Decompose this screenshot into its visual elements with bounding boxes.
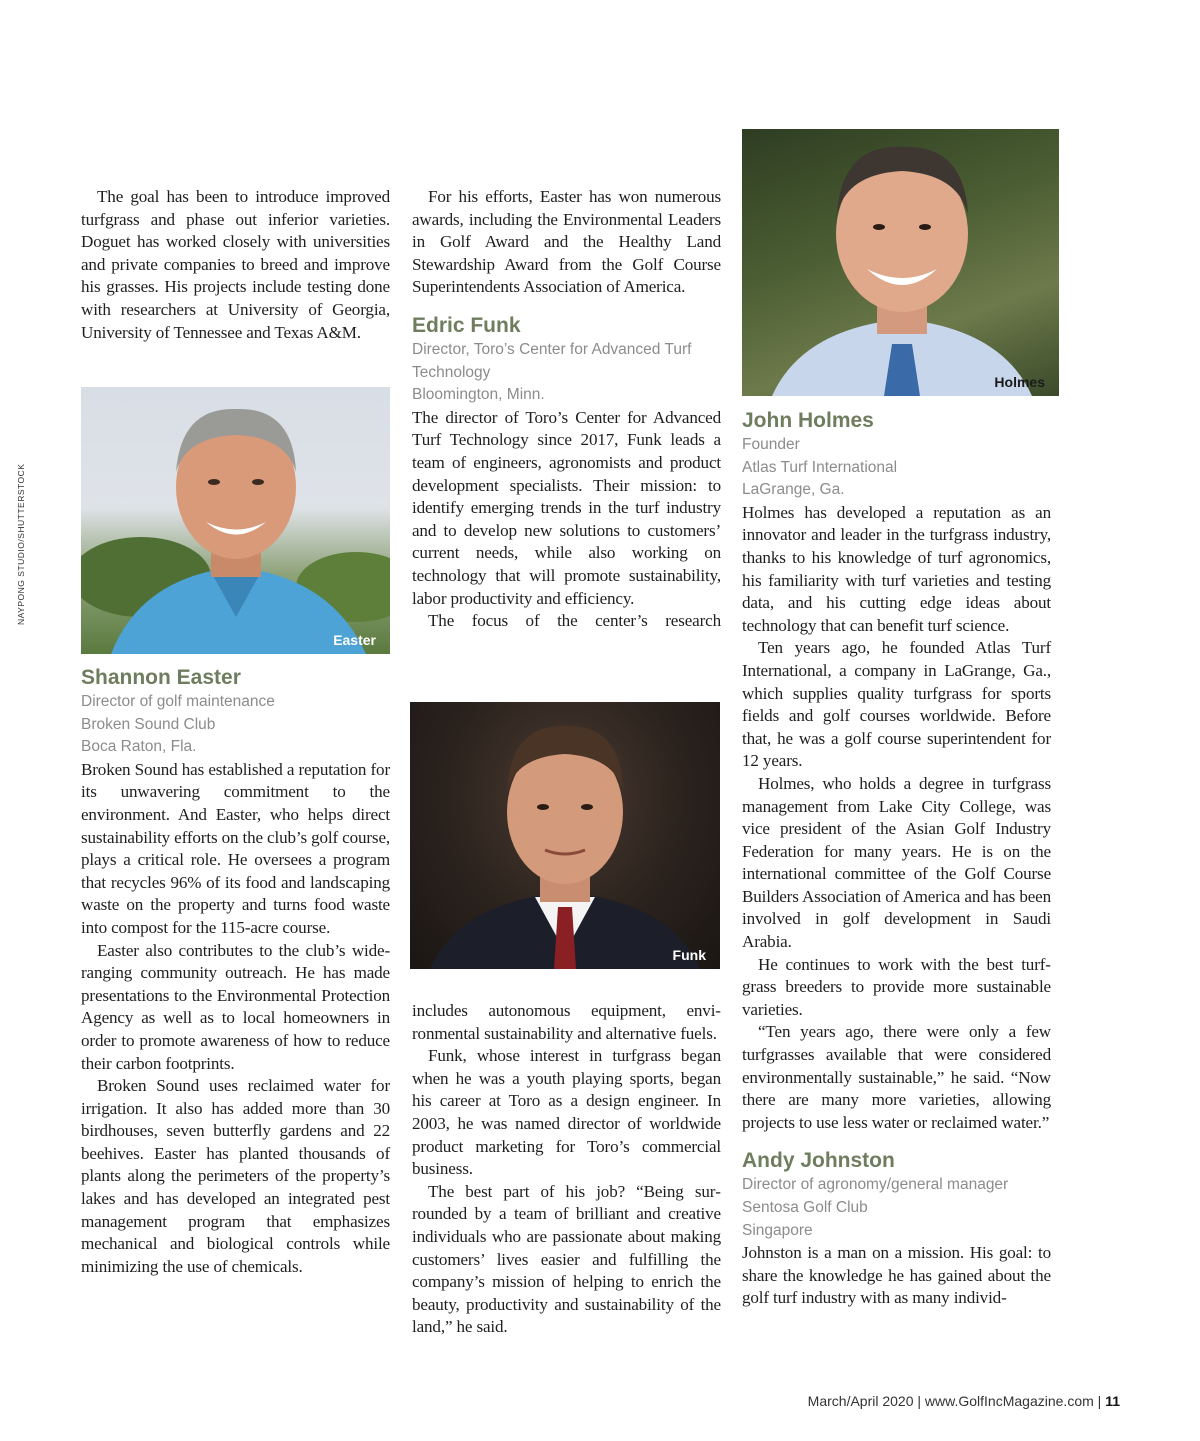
profile-title: Founder: [742, 436, 800, 453]
holmes-photo: [742, 129, 1059, 396]
profile-title: Director of golf maintenance: [81, 693, 275, 710]
profile-name: John Holmes: [742, 409, 874, 432]
footer-separator: |: [1097, 1393, 1102, 1409]
funk-photo-caption: Funk: [672, 947, 706, 963]
profile-location: LaGrange, Ga.: [742, 481, 845, 499]
profile-location: Boca Raton, Fla.: [81, 738, 197, 756]
holmes-portrait-illustration: [742, 129, 1059, 396]
easter-photo-caption: Easter: [333, 632, 376, 648]
website-link[interactable]: www.GolfIncMagazine.com: [924, 1393, 1094, 1409]
easter-profile: [81, 665, 390, 1278]
column-2-top: [412, 186, 721, 633]
body-paragraph: “Ten years ago, there were only a few turfgrasses available that were considered environmentally sustainable,” he said. “Now there are many more varieties, allowing projects to use less water or reclaimed water.”: [742, 1022, 1051, 1132]
body-paragraph: Broken Sound uses reclaimed water for irrigation. It also has added more than 30 birdhouses, seven butterfly gardens and 22 beehives. Easter has planted thousands of plants along the perimeters of the property’s lakes and has developed an integrated pest management program that emphasizes mechanical and biological controls while minimizing the use of chemicals.: [81, 1076, 390, 1276]
column-1: [81, 186, 390, 344]
body-paragraph: Holmes, who holds a degree in turfgrass management from Lake City College, was vice president of the Asian Golf Industry Federation for many years. He is on the international committee of the Golf Course Builders Association of America and has been involved in golf development in Saudi Arabia.: [742, 773, 1051, 952]
profile-location: Bloomington, Minn.: [412, 386, 545, 404]
intro-paragraph: For his efforts, Easter has won numerous awards, including the Environmental Leaders in Golf Award and the Healthy Land Stewardship Award from the Golf Course Superintendents Association of America.: [412, 187, 721, 297]
profile-name: Shannon Easter: [81, 666, 241, 689]
body-paragraph: Johnston is a man on a mission. His goal: to share the knowledge he has gained about the golf turf industry with as many individ-: [742, 1243, 1051, 1308]
body-paragraph: Ten years ago, he founded Atlas Turf International, a company in LaGrange, Ga., which supplies quality turfgrass for sports fields and golf courses worldwide. Before that, he was a golf course superintendent for 12 years.: [742, 638, 1051, 771]
body-paragraph: The director of Toro’s Center for Advanced Turf Technology since 2017, Funk leads a team of engineers, agronomists and product development specialists. Their mission: to identify emerging trends in the turf industry and to develop new solutions to customers’ current needs, while also working on technology that will promote sustainability, labor productivity and efficiency.: [412, 407, 721, 608]
body-paragraph: The focus of the center’s research: [428, 611, 721, 631]
profile-title: Director of agronomy/general manager: [742, 1176, 1009, 1194]
body-paragraph: Funk, whose interest in turfgrass began when he was a youth playing sports, began his career at Toro as a design engineer. In 2003, he was named director of worldwide product marketing for Toro’s commercial business.: [412, 1046, 721, 1179]
profile-name: Edric Funk: [412, 313, 521, 337]
profile-organization: Sentosa Golf Club: [742, 1199, 868, 1216]
body-paragraph: includes autonomous equipment, environmental sustainability and alternative fuels.: [412, 1001, 721, 1043]
page-number: 11: [1105, 1393, 1120, 1409]
profile-location: Singapore: [742, 1221, 813, 1239]
intro-paragraph: The goal has been to introduce improved turfgrass and phase out inferior varieties. Doguet has worked closely with universities and private companies to breed and improve his grasses. His projects include testing done with researchers at University of Georgia, University of Tennessee and Texas A&M.: [81, 187, 390, 342]
profile-organization: Broken Sound Club: [81, 715, 216, 733]
body-paragraph: Holmes has developed a reputation as an innovator and leader in the turfgrass industry, thanks to his knowledge of turf agronomics, his familiarity with turf varieties and testing data, and his cutting edge ideas about technology that can benefit turf science.: [742, 502, 1051, 635]
body-paragraph: The best part of his job? “Being surrounded by a team of brilliant and creative individuals who are passionate about making customers’ lives easier and fulfilling the company’s mission of helping to enrich the beauty, productivity and sustainability of the land,” he said.: [412, 1181, 721, 1337]
photo-credit: NAYPONG STUDIO/SHUTTERSTOCK: [16, 463, 26, 625]
funk-photo: [410, 702, 720, 969]
body-paragraph: Broken Sound has established a reputation for its unwavering commitment to the environment. And Easter, who helps direct sustainability efforts on the club’s golf course, plays a critical role. He oversees a program that recycles 96% of its food and landscaping waste on the property and turns food waste into compost for the 115-acre course.: [81, 759, 390, 937]
funk-portrait-illustration: [410, 702, 720, 969]
profile-name: Andy Johnston: [742, 1149, 895, 1173]
easter-portrait-illustration: [81, 387, 390, 654]
body-paragraph: He continues to work with the best turfgrass breeders to provide more sustainable varieties.: [742, 954, 1051, 1019]
profile-title: Director, Toro’s Center for Advanced Turf Technology: [412, 340, 692, 381]
body-paragraph: Easter also contributes to the club’s wide-ranging community outreach. He has made presentations to the Environmental Protection Agency as well as to local homeowners in order to promote awareness of how to reduce their carbon footprints.: [81, 940, 390, 1073]
easter-photo: [81, 387, 390, 654]
column-2-bottom: [412, 1000, 721, 1339]
page-footer: [770, 1393, 1120, 1409]
holmes-photo-caption: Holmes: [994, 374, 1045, 390]
profile-organization: Atlas Turf International: [742, 458, 898, 476]
issue-date: March/April 2020: [807, 1393, 914, 1409]
footer-separator: |: [917, 1393, 922, 1409]
column-3: [742, 408, 1051, 1310]
